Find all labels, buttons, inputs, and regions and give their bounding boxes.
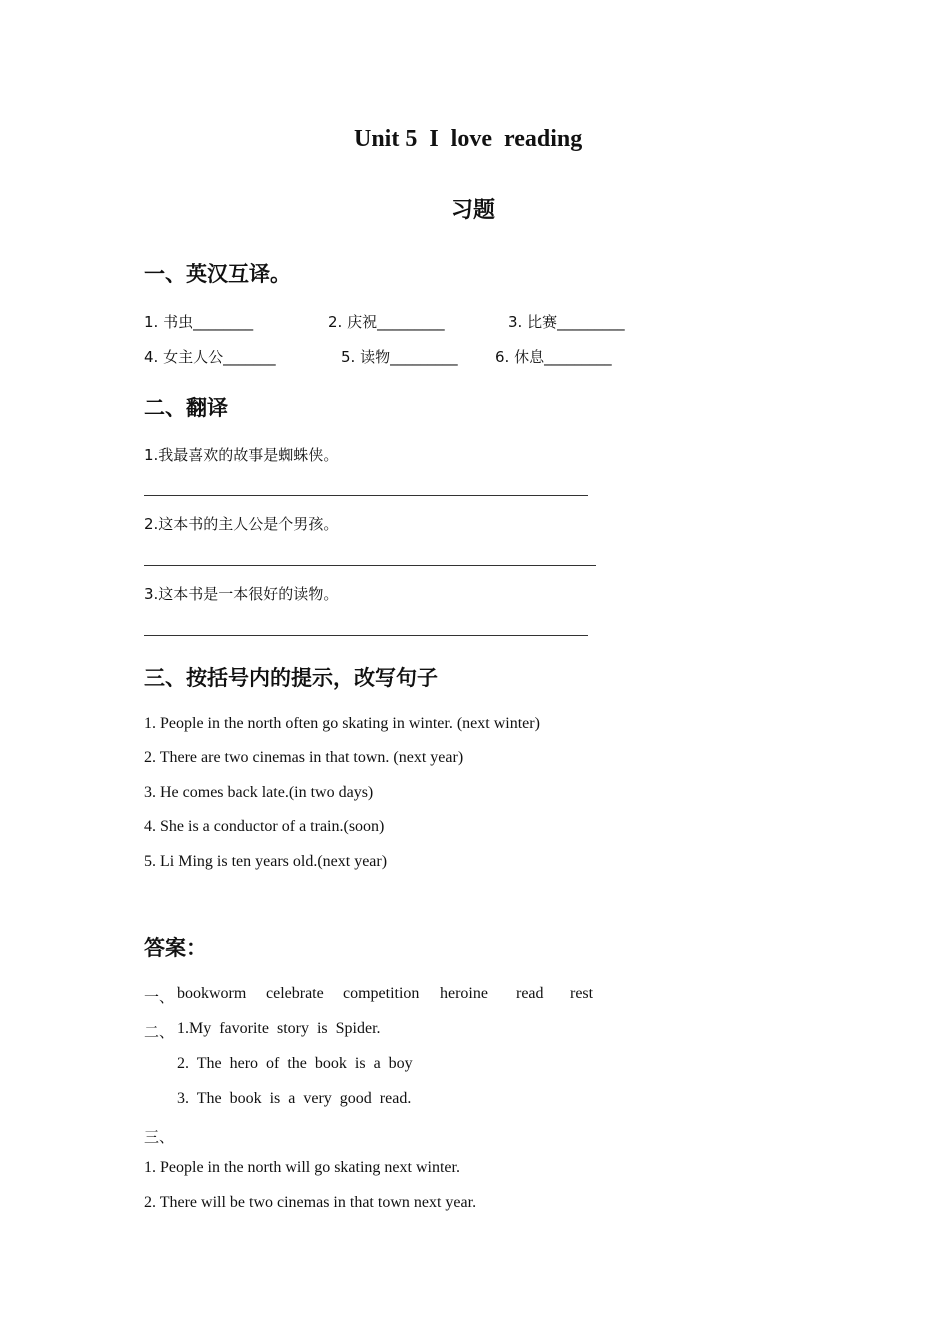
answer-sentence: 3. The book is a very good read. <box>177 1090 412 1107</box>
answer-line <box>144 565 596 566</box>
answer-word: competition <box>343 985 420 1002</box>
rewrite-item: 5. Li Ming is ten years old.(next year) <box>144 853 388 870</box>
answer-line <box>144 495 588 496</box>
answer-prefix: 三、 <box>144 1128 175 1146</box>
answer-sentence: 1. People in the north will go skating next winter. <box>144 1159 460 1176</box>
vocab-item: 3. 比赛_________ <box>508 313 625 331</box>
answer-sentence: 1.My favorite story is Spider. <box>177 1020 381 1037</box>
answers-heading: 答案： <box>144 936 207 960</box>
section-heading-2: 二、翻译 <box>144 396 228 420</box>
answer-word: read <box>516 985 544 1002</box>
vocab-item: 6. 休息_________ <box>495 348 612 366</box>
answer-prefix: 二、 <box>144 1023 175 1041</box>
page-subtitle: 习题 <box>451 198 496 223</box>
answer-word: heroine <box>440 985 488 1002</box>
page-title: Unit 5 I love reading <box>354 126 583 152</box>
answer-prefix: 一、 <box>144 988 175 1006</box>
answer-sentence: 2. There will be two cinemas in that town next year. <box>144 1194 477 1211</box>
rewrite-item: 4. She is a conductor of a train.(soon) <box>144 818 385 835</box>
vocab-item: 1. 书虫________ <box>144 313 254 331</box>
rewrite-item: 3. He comes back late.(in two days) <box>144 784 374 801</box>
answer-line <box>144 635 588 636</box>
vocab-item: 5. 读物_________ <box>341 348 458 366</box>
rewrite-item: 2. There are two cinemas in that town. (next year) <box>144 749 464 766</box>
answer-word: celebrate <box>266 985 324 1002</box>
answer-sentence: 2. The hero of the book is a boy <box>177 1055 413 1072</box>
rewrite-item: 1. People in the north often go skating in winter. (next winter) <box>144 715 540 732</box>
vocab-item: 2. 庆祝_________ <box>328 313 445 331</box>
answer-word: rest <box>570 985 594 1002</box>
translation-item: 3.这本书是一本很好的读物。 <box>144 585 339 603</box>
answer-word: bookworm <box>177 985 247 1002</box>
translation-item: 2.这本书的主人公是个男孩。 <box>144 515 339 533</box>
section-heading-1: 一、英汉互译。 <box>144 262 291 286</box>
section-heading-3: 三、按括号内的提示，改写句子 <box>144 666 438 690</box>
vocab-item: 4. 女主人公_______ <box>144 348 276 366</box>
translation-item: 1.我最喜欢的故事是蜘蛛侠。 <box>144 446 339 464</box>
